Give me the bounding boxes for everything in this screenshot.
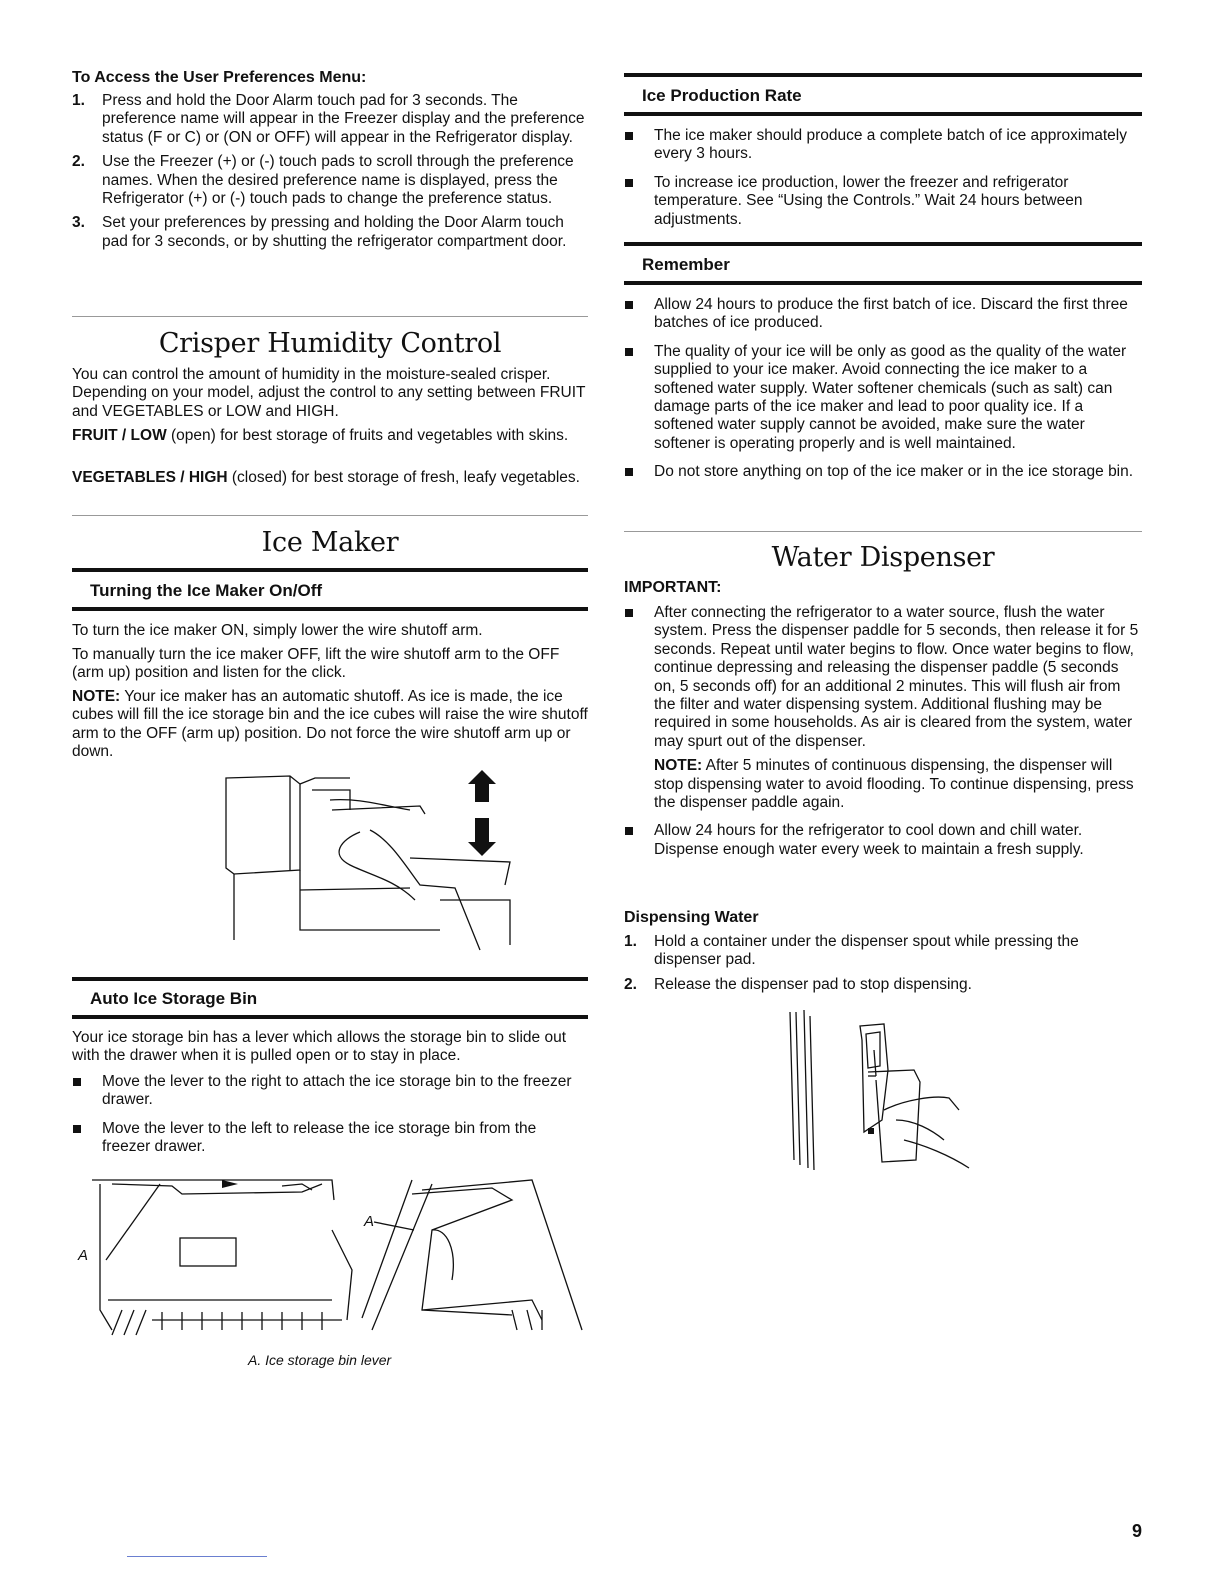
footer-link-line <box>127 1556 267 1557</box>
box-rule-top <box>72 977 588 981</box>
page-number: 9 <box>1131 1521 1142 1541</box>
bullet-icon <box>624 604 654 751</box>
user-preferences-steps <box>72 92 588 257</box>
list-item: Do not store anything on top of the ice maker or in the ice storage bin. <box>624 463 1142 481</box>
ice-maker-on-text: To turn the ice maker ON, simply lower the wire shutoff arm. <box>72 622 483 639</box>
list-item: After connecting the refrigerator to a water source, flush the water system. Press the dispenser paddle for 5 seconds, then release it for 5 seconds. Repeat until water begins to flow. Once water begins to flow, continue depressing and releasing the dispenser paddle (5 seconds on, 5 seconds off) for an additional 2 minutes. This will flush air from the filter and water dispensing system. Additional flushing may be required in some households. As air is cleared from the system, water may spurt out of the dispenser. <box>624 604 1142 751</box>
remember-heading: Remember <box>642 255 730 274</box>
bin-lever-label-a: A <box>364 1213 375 1230</box>
box-rule-bottom <box>72 607 588 611</box>
remember-bullets <box>624 296 1142 492</box>
arrow-right-icon <box>222 1180 238 1188</box>
list-item: 2. Release the dispenser pad to stop dispensing. <box>624 975 972 993</box>
ice-production-heading: Ice Production Rate <box>642 86 802 105</box>
auto-bin-intro: Your ice storage bin has a lever which allows the storage bin to slide out with the drawer when it is pulled open or to stay in place. <box>72 1029 566 1065</box>
bullet-icon <box>624 822 654 859</box>
ice-maker-title: Ice Maker <box>261 527 399 558</box>
water-note: NOTE: After 5 minutes of continuous dispensing, the dispenser will stop dispensing water to avoid flooding. To continue dispensing, press the dispenser paddle again. <box>654 757 1134 812</box>
list-item: 1. Hold a container under the dispenser spout while pressing the dispenser pad. <box>624 933 1079 969</box>
bullet-icon <box>624 174 654 229</box>
list-item: To increase ice production, lower the freezer and refrigerator temperature. See “Using the Controls.” Wait 24 hours between adjustments. <box>624 174 1142 229</box>
box-rule-bottom <box>624 281 1142 285</box>
cup-handle-icon <box>868 1128 874 1134</box>
arrow-down-icon <box>468 818 496 856</box>
user-preferences-heading: To Access the User Preferences Menu: <box>72 69 367 86</box>
ice-maker-onoff-heading: Turning the Ice Maker On/Off <box>90 581 323 600</box>
list-item: Allow 24 hours for the refrigerator to cool down and chill water. Dispense enough water every week to maintain a fresh supply. <box>624 822 1142 859</box>
box-rule-top <box>624 73 1142 77</box>
list-item: 3. Set your preferences by pressing and holding the Door Alarm touch pad for 3 seconds, or by shutting the refrigerator compartment door. <box>72 214 567 250</box>
figure-caption: A. Ice storage bin lever <box>248 1352 392 1368</box>
bullet-icon <box>72 1120 102 1157</box>
ice-maker-illustration <box>220 770 520 960</box>
auto-bin-heading: Auto Ice Storage Bin <box>90 989 258 1008</box>
list-item: Move the lever to the right to attach the ice storage bin to the freezer drawer. <box>72 1073 588 1110</box>
arrow-up-icon <box>468 770 496 802</box>
crisper-fruit-text: FRUIT / LOW (open) for best storage of fruits and vegetables with skins. <box>72 427 569 444</box>
list-item: 1. Press and hold the Door Alarm touch pad for 3 seconds. The preference name will appear in the Freezer display and the preference status (F or C) or (ON or OFF) will appear in the Refrigerator display. <box>72 92 585 146</box>
crisper-title: Crisper Humidity Control <box>158 328 502 359</box>
dispensing-water-heading: Dispensing Water <box>624 909 759 926</box>
ice-maker-note: NOTE: Your ice maker has an automatic shutoff. As ice is made, the ice cubes will fill the ice storage bin and the ice cubes will raise the wire shutoff arm to the OFF (arm up) position. Do not force the wire shutoff arm up or down. <box>72 688 588 761</box>
list-item: The ice maker should produce a complete batch of ice approximately every 3 hours. <box>624 127 1142 164</box>
list-item: The quality of your ice will be only as good as the quality of the water supplied to your ice maker. Avoid connecting the ice maker to a softened water supply. Water softener chemicals (such as salt) can damage parts of the ice maker and lead to poor quality ice. If a softened water supply cannot be avoided, make sure the water softener is operating properly and is well maintained. <box>624 343 1142 453</box>
section-divider <box>72 316 588 317</box>
ice-maker-off-text: To manually turn the ice maker OFF, lift the wire shutoff arm to the OFF (arm up) position and listen for the click. <box>72 646 560 682</box>
bin-lever-label-a: A <box>78 1247 89 1264</box>
water-bullets <box>624 604 1142 869</box>
ice-storage-bin-illustration <box>72 1170 588 1340</box>
water-dispenser-illustration <box>784 1010 984 1180</box>
bullet-icon <box>624 463 654 481</box>
list-item: Move the lever to the left to release the ice storage bin from the freezer drawer. <box>72 1120 588 1157</box>
water-dispenser-title: Water Dispenser <box>771 542 995 573</box>
box-rule-bottom <box>72 1015 588 1019</box>
box-rule-top <box>624 242 1142 246</box>
list-item: 2. Use the Freezer (+) or (-) touch pads to scroll through the preference names. When the desired preference name is displayed, press the Refrigerator (+) or (-) touch pads to change the preference status. <box>72 153 574 208</box>
box-rule-bottom <box>624 112 1142 116</box>
box-rule-top <box>72 568 588 572</box>
crisper-intro: You can control the amount of humidity in the moisture-sealed crisper. Depending on your model, adjust the control to any setting between FRUIT and VEGETABLES or LOW and HIGH. <box>72 366 586 420</box>
crisper-vegetables-text: VEGETABLES / HIGH (closed) for best storage of fresh, leafy vegetables. <box>72 469 580 486</box>
dispensing-steps <box>624 933 1142 1000</box>
bullet-icon <box>624 343 654 453</box>
bullet-icon <box>624 296 654 333</box>
important-label: IMPORTANT: <box>624 579 722 596</box>
auto-bin-bullets <box>72 1073 588 1167</box>
bullet-icon <box>624 127 654 164</box>
section-divider <box>72 515 588 516</box>
section-divider <box>624 531 1142 532</box>
list-item: Allow 24 hours to produce the first batch of ice. Discard the first three batches of ice produced. <box>624 296 1142 333</box>
bullet-icon <box>72 1073 102 1110</box>
ice-production-bullets <box>624 127 1142 239</box>
